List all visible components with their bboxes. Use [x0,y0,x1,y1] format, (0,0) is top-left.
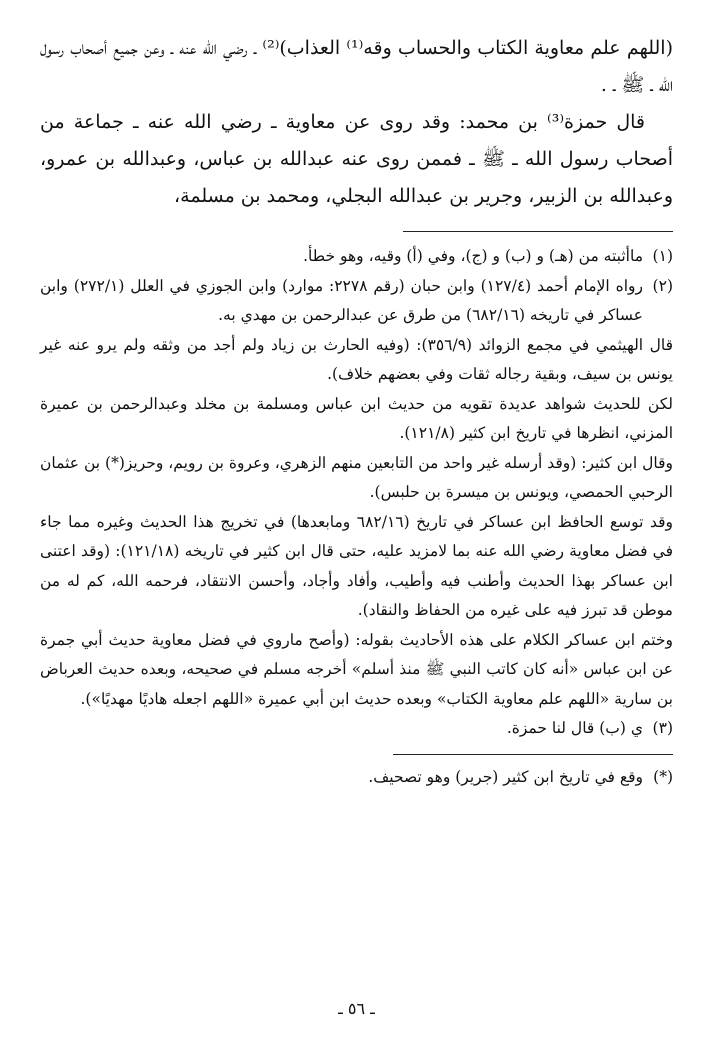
footnote-2-paragraph-6: وختم ابن عساكر الكلام على هذه الأحاديث بقوله: (وأصح ماروي في فضل معاوية حديث أبي جمرة عن ابن عباس «أنه كان كاتب النبي ﷺ منذ أسلم» أخرجه مسلم في صحيحه، وبعده حديث العرباض بن سارية «اللهم علم معاوية الكتاب» وبعده حديث ابن أبي عميرة «اللهم اجعله هاديًا مهديًا»). [40,630,673,708]
footnote-number: (١) [652,247,673,265]
footnote-text: رواه الإمام أحمد (١٢٧/٤) وابن حبان (رقم ٢٢٧٨: موارد) وابن الجوزي في العلل (٢٧٢/١) وابن عساكر في تاريخه (٦٨٢/١٦) من طرق عن عبدالرحمن بن مهدي به. [40,276,644,324]
page-number: ـ ٥٦ ـ [338,999,375,1018]
footnotes [40,242,673,792]
footnote-number: (٢) [652,276,673,295]
main-paragraph-2: قال حمزة⁽³⁾ بن محمد: وقد روى عن معاوية ـ رضي الله عنه ـ جماعة من أصحاب رسول الله ـ ﷺ ـ فممن روى عنه عبدالله بن عباس، وعبدالله بن عمرو، وعبدالله بن الزبير، وجرير بن عبدالله البجلي، ومحمد بن مسلمة، [40,111,673,207]
footnote-number: (*) [653,767,673,786]
footnote-separator [403,231,673,232]
footnote-3 [40,714,673,744]
footnote-2-paragraph-5: وقد توسع الحافظ ابن عساكر في تاريخ (٦٨٢/١٦ ومابعدها) في تخريج هذا الحديث وغيره مما جاء في فضل معاوية رضي الله عنه بما لامزيد عليه، حتى قال ابن كثير في تاريخه (١٢١/١٨): (وقد اعتنى ابن عساكر بهذا الحديث وأطنب فيه وأطيب، وأفاد وأجاد، وأحسن الانتقاد، فرحمه الله، كم له من موطن قد تبرز فيه على غيره من الحفاظ والنقاد). [40,512,673,619]
footnote-text: وقع في تاريخ ابن كثير (جرير) وهو تصحيف. [368,767,643,786]
star-note-separator [393,754,673,755]
main-paragraph-1: (اللهم علم معاوية الكتاب والحساب وقه⁽¹⁾ العذاب)⁽²⁾ ـ رضي الله عنه ـ وعن جميع أصحاب رسول الله ـ ﷺ ـ . [40,37,673,96]
footnote-text: ي (ب) قال لنا حمزة. [506,719,643,737]
footnote-number: (٣) [652,719,673,737]
footnote-2-paragraph-3: لكن للحديث شواهد عديدة تقويه من حديث ابن عباس ومسلمة بن مخلد وعبدالرحمن بن عميرة المزني، انظرها في تاريخ ابن كثير (١٢١/٨). [40,394,673,442]
footnote-1 [40,242,673,272]
footnote-2 [40,272,673,331]
footnote-2-paragraph-4: وقال ابن كثير: (وقد أرسله غير واحد من التابعين منهم الزهري، وعروة بن رويم، وحريز(*) بن عثمان الرحبي الحمصي، ويونس بن ميسرة بن حلبس). [40,453,673,501]
footnote-text: ماأثبته من (هـ) و (ب) و (ج)، وفي (أ) وقيه، وهو خطأ. [303,247,643,265]
footnote-star [40,763,673,793]
main-text [40,30,673,215]
footnote-2-paragraph-2: قال الهيثمي في مجمع الزوائد (٣٥٦/٩): (وفيه الحارث بن زياد ولم أجد من وثقه ولم يرو عنه غير يونس بن سيف، وبقية رجاله ثقات وفي بعضهم خلاف). [40,335,673,383]
book-page [40,30,673,1028]
